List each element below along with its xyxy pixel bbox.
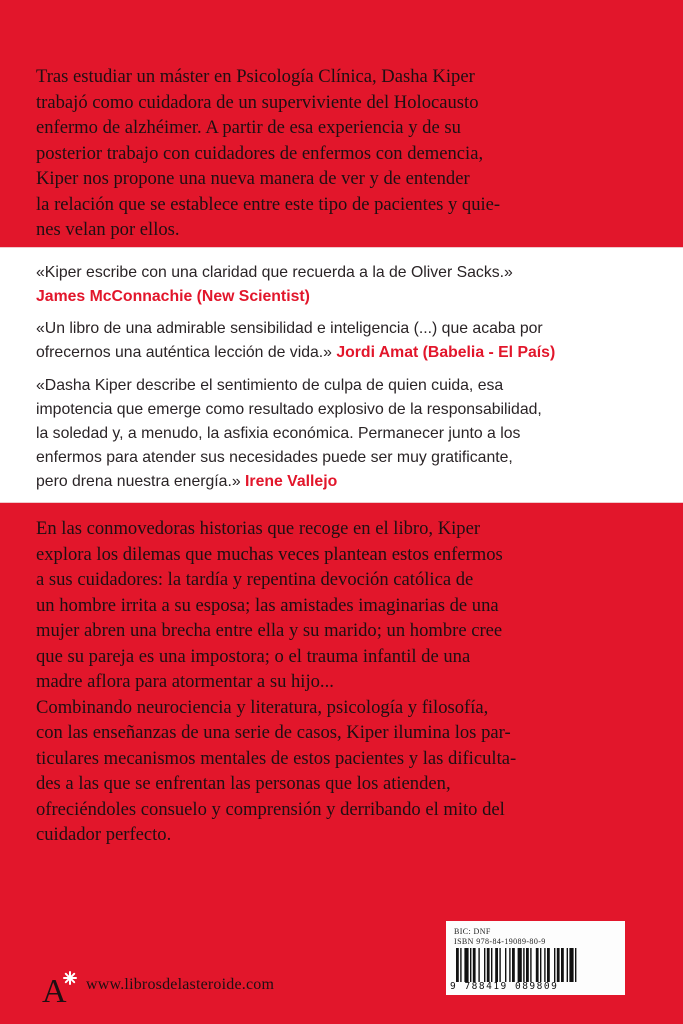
review-quote — [36, 374, 656, 494]
bic-code: BIC: DNF — [454, 927, 491, 936]
review-quote — [36, 317, 656, 365]
intro-line: enfermo de alzhéimer. A partir de esa experiencia y de su — [36, 117, 461, 138]
intro-line: nes velan por ellos. — [36, 219, 180, 240]
quote-author: Irene Vallejo — [245, 473, 338, 490]
quote-band — [0, 247, 683, 503]
synopsis-line: mujer abren una brecha entre ella y su marido; un hombre cree — [36, 620, 503, 641]
svg-text:A: A — [42, 973, 67, 1006]
synopsis-line: a sus cuidadores: la tardía y repentina devoción católica de — [36, 569, 474, 590]
synopsis-paragraph — [36, 516, 648, 848]
intro-line: Tras estudiar un máster en Psicología Clínica, Dasha Kiper — [36, 66, 475, 87]
synopsis-line: madre aflora para atormentar a su hijo... — [36, 671, 334, 692]
synopsis-line: des a las que se enfrentan las personas que los atienden, — [36, 773, 451, 794]
synopsis-line: Combinando neurociencia y literatura, psicología y filosofía, — [36, 696, 489, 718]
quote-line: impotencia que emerge como resultado explosivo de la responsabilidad, — [36, 401, 542, 418]
synopsis-line: ticulares mecanismos mentales de estos pacientes y las dificulta- — [36, 747, 517, 769]
synopsis-line: que su pareja es una impostora; o el trauma infantil de una — [36, 645, 471, 667]
barcode-icon — [456, 948, 614, 982]
quote-line: «Kiper escribe con una claridad que recuerda a la de Oliver Sacks.» — [36, 264, 513, 281]
quote-author: James McConnachie (New Scientist) — [36, 288, 310, 305]
quote-line: enfermos para atender sus necesidades puede ser muy gratificante, — [36, 449, 513, 466]
barcode-panel — [446, 921, 625, 995]
synopsis-line: un hombre irrita a su esposa; las amistades imaginarias de una — [36, 594, 499, 616]
quote-line: «Dasha Kiper describe el sentimiento de culpa de quien cuida, esa — [36, 377, 504, 394]
intro-paragraph — [36, 64, 648, 243]
synopsis-line: con las enseñanzas de una serie de casos, Kiper ilumina los par- — [36, 722, 511, 743]
quote-line: «Un libro de una admirable sensibilidad e inteligencia (...) que acaba por — [36, 320, 543, 337]
asteroide-logo-icon — [40, 968, 80, 1006]
review-quote — [36, 261, 656, 309]
intro-line: posterior trabajo con cuidadores de enfermos con demencia, — [36, 142, 484, 164]
synopsis-line: En las conmovedoras historias que recoge en el libro, Kiper — [36, 518, 481, 539]
publisher-website[interactable]: www.librosdelasteroide.com — [86, 976, 275, 993]
intro-line: la relación que se establece entre este tipo de pacientes y quie- — [36, 193, 501, 215]
quote-author: Jordi Amat (Babelia - El País) — [336, 344, 556, 361]
intro-line: trabajó como cuidadora de un superviviente del Holocausto — [36, 91, 479, 113]
barcode-digits: 9 788419 089809 — [450, 981, 559, 992]
quote-line — [36, 285, 656, 309]
quote-line: pero drena nuestra energía.» Irene Vallejo — [36, 473, 338, 490]
intro-line: Kiper nos propone una nueva manera de ver y de entender — [36, 168, 470, 189]
isbn-label: ISBN 978-84-19089-80-9 — [454, 937, 546, 946]
synopsis-line: ofreciéndoles consuelo y comprensión y derribando el mito del — [36, 798, 505, 820]
synopsis-line: cuidador perfecto. — [36, 824, 172, 845]
quote-line: ofrecernos una auténtica lección de vida.» Jordi Amat (Babelia - El País) — [36, 344, 556, 361]
synopsis-line: explora los dilemas que muchas veces plantean estos enfermos — [36, 543, 503, 565]
quote-line: la soledad y, a menudo, la asfixia económica. Permanecer junto a los — [36, 425, 521, 442]
